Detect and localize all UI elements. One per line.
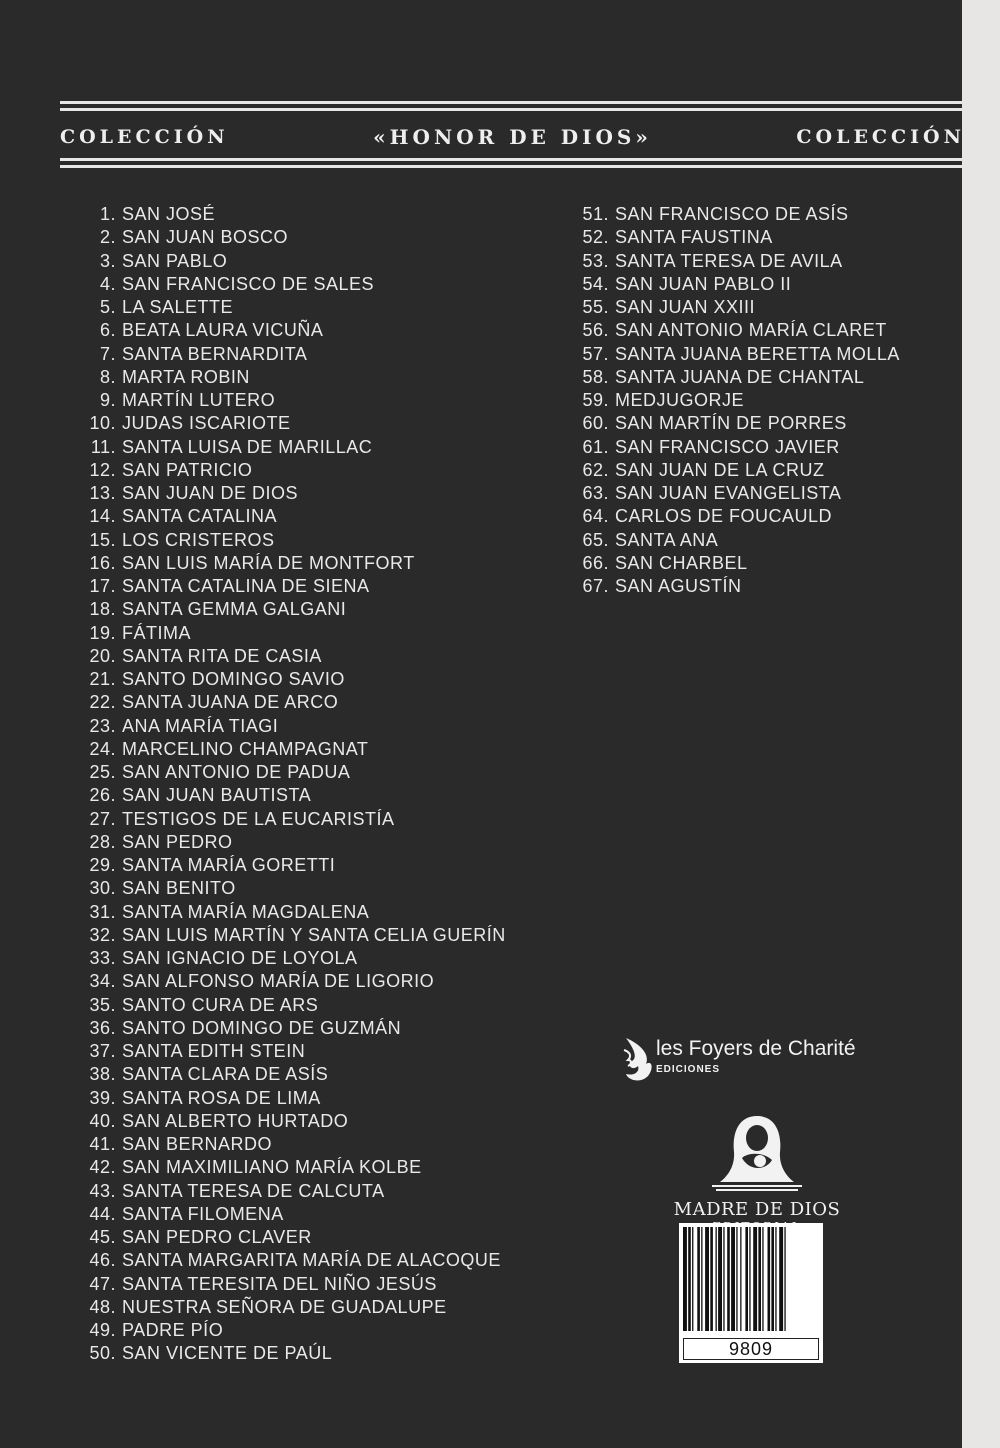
- item-title: JUDAS ISCARIOTE: [122, 413, 291, 434]
- flame-logo-icon: [622, 1036, 656, 1084]
- item-title: SAN CHARBEL: [615, 552, 748, 573]
- list-item: [80, 1273, 506, 1296]
- list-item: [575, 203, 900, 226]
- item-number: 45.: [89, 1227, 116, 1247]
- list-item: [575, 343, 900, 366]
- list-item: [80, 598, 506, 621]
- item-number: 28.: [89, 831, 116, 852]
- item-title: SAN ANTONIO MARÍA CLARET: [615, 320, 887, 341]
- item-title: SANTA FILOMENA: [122, 1203, 284, 1224]
- item-number: 38.: [89, 1064, 116, 1085]
- item-number: 54.: [582, 273, 609, 294]
- madre-de-dios-logo: [662, 1112, 852, 1234]
- list-item: [575, 319, 900, 342]
- item-title: SAN AGUSTÍN: [615, 576, 742, 596]
- item-title: LA SALETTE: [122, 297, 234, 317]
- item-number: 21.: [89, 669, 116, 689]
- item-number: 50.: [89, 1343, 116, 1364]
- list-item: [80, 1017, 506, 1040]
- item-number: 15.: [89, 529, 116, 550]
- item-number: 25.: [89, 762, 116, 782]
- item-title: SAN ALFONSO MARÍA DE LIGORIO: [122, 971, 435, 992]
- list-item: [80, 1087, 506, 1110]
- list-item: [80, 1040, 506, 1063]
- collection-header: [60, 121, 965, 153]
- item-title: MARTÍN LUTERO: [122, 390, 276, 410]
- list-item: [80, 622, 506, 645]
- item-number: 46.: [89, 1250, 116, 1271]
- item-title: SANTA RITA DE CASIA: [122, 645, 322, 666]
- list-item: [80, 877, 506, 900]
- list-item: [575, 436, 900, 459]
- list-item: [80, 831, 506, 854]
- item-number: 51.: [582, 204, 609, 224]
- item-number: 2.: [99, 227, 116, 248]
- title-list-right: [575, 203, 900, 598]
- item-number: 3.: [99, 250, 116, 271]
- list-item: [80, 389, 506, 412]
- list-item: [80, 901, 506, 924]
- list-item: [80, 436, 506, 459]
- item-title: SANTA TERESITA DEL NIÑO JESÚS: [122, 1273, 437, 1294]
- item-title: SANTA EDITH STEIN: [122, 1041, 306, 1061]
- item-title: TESTIGOS DE LA EUCARISTÍA: [122, 808, 395, 829]
- item-title: SAN PABLO: [122, 250, 228, 271]
- item-number: 55.: [582, 297, 609, 317]
- list-item: [80, 529, 506, 552]
- list-item: [80, 738, 506, 761]
- item-number: 19.: [89, 622, 116, 643]
- list-item: [80, 1203, 506, 1226]
- item-title: SANTA TERESA DE CALCUTA: [122, 1180, 385, 1201]
- item-title: SAN JUAN DE DIOS: [122, 483, 299, 503]
- list-item: [80, 226, 506, 249]
- item-title: SAN JUAN PABLO II: [615, 273, 792, 294]
- list-item: [80, 1296, 506, 1319]
- item-title: PADRE PÍO: [122, 1320, 224, 1340]
- list-item: [80, 924, 506, 947]
- item-number: 58.: [582, 366, 609, 387]
- item-number: 17.: [89, 576, 116, 596]
- item-number: 59.: [582, 390, 609, 410]
- item-title: SAN PEDRO CLAVER: [122, 1227, 312, 1247]
- item-number: 30.: [89, 878, 116, 899]
- item-title: SAN FRANCISCO DE ASÍS: [615, 204, 849, 224]
- madonna-logo-icon: [702, 1112, 812, 1192]
- item-number: 47.: [89, 1273, 116, 1294]
- item-title: SANTA JUANA DE ARCO: [122, 692, 339, 713]
- list-item: [80, 203, 506, 226]
- item-number: 5.: [99, 297, 116, 317]
- list-item: [80, 668, 506, 691]
- list-item: [575, 552, 900, 575]
- list-item: [80, 250, 506, 273]
- item-number: 7.: [99, 343, 116, 364]
- item-number: 34.: [89, 971, 116, 992]
- list-item: [80, 343, 506, 366]
- item-number: 23.: [89, 715, 116, 736]
- list-item: [80, 691, 506, 714]
- item-number: 39.: [89, 1087, 116, 1108]
- item-number: 27.: [89, 808, 116, 829]
- item-number: 62.: [582, 459, 609, 480]
- item-number: 67.: [582, 576, 609, 596]
- item-number: 20.: [89, 645, 116, 666]
- item-title: SANTA LUISA DE MARILLAC: [122, 436, 373, 457]
- item-title: SAN LUIS MARTÍN Y SANTA CELIA GUERÍN: [122, 924, 506, 945]
- item-title: MEDJUGORJE: [615, 390, 745, 410]
- item-number: 14.: [89, 506, 116, 527]
- item-title: SANTA MARÍA MAGDALENA: [122, 901, 370, 922]
- item-number: 60.: [582, 413, 609, 434]
- list-item: [80, 1342, 506, 1365]
- list-item: [575, 459, 900, 482]
- item-title: SANTA GEMMA GALGANI: [122, 599, 347, 620]
- list-item: [575, 412, 900, 435]
- item-number: 40.: [89, 1110, 116, 1131]
- item-number: 57.: [582, 343, 609, 364]
- item-number: 9.: [99, 390, 116, 410]
- item-number: 37.: [89, 1041, 116, 1061]
- item-title: SAN IGNACIO DE LOYOLA: [122, 948, 358, 968]
- item-title: SAN JUAN BOSCO: [122, 227, 289, 248]
- list-item: [575, 529, 900, 552]
- item-title: SANTA BERNARDITA: [122, 343, 308, 364]
- item-number: 42.: [89, 1157, 116, 1178]
- list-item: [80, 854, 506, 877]
- item-number: 12.: [89, 459, 116, 480]
- barcode-number: 9809: [683, 1338, 819, 1360]
- list-item: [80, 273, 506, 296]
- item-title: SANTO DOMINGO DE GUZMÁN: [122, 1017, 402, 1038]
- list-item: [575, 296, 900, 319]
- list-item: [80, 1063, 506, 1086]
- item-title: SANTO CURA DE ARS: [122, 994, 319, 1015]
- item-title: SANTO DOMINGO SAVIO: [122, 669, 345, 689]
- item-number: 26.: [89, 785, 116, 806]
- item-number: 10.: [89, 413, 116, 434]
- item-title: SANTA MARÍA GORETTI: [122, 855, 336, 875]
- item-title: SANTA CLARA DE ASÍS: [122, 1064, 329, 1085]
- item-title: SAN BERNARDO: [122, 1134, 273, 1154]
- item-number: 66.: [582, 552, 609, 573]
- item-title: SAN JUAN EVANGELISTA: [615, 483, 842, 503]
- item-title: SANTA CATALINA: [122, 506, 278, 527]
- item-number: 44.: [89, 1203, 116, 1224]
- item-number: 53.: [582, 250, 609, 271]
- item-number: 65.: [582, 529, 609, 550]
- list-item: [80, 1110, 506, 1133]
- item-number: 36.: [89, 1017, 116, 1038]
- list-item: [80, 645, 506, 668]
- bottom-rule: [60, 165, 965, 168]
- list-item: [80, 1249, 506, 1272]
- list-item: [80, 994, 506, 1017]
- list-item: [575, 505, 900, 528]
- item-number: 1.: [99, 204, 116, 224]
- item-number: 24.: [89, 738, 116, 759]
- item-title: SAN ANTONIO DE PADUA: [122, 762, 351, 782]
- item-title: SANTA ROSA DE LIMA: [122, 1087, 321, 1108]
- item-number: 29.: [89, 855, 116, 875]
- item-number: 32.: [89, 924, 116, 945]
- item-title: SAN JUAN BAUTISTA: [122, 785, 312, 806]
- item-number: 43.: [89, 1180, 116, 1201]
- item-title: SAN PATRICIO: [122, 459, 253, 480]
- item-number: 6.: [99, 320, 116, 341]
- top-rule: [60, 101, 965, 104]
- item-number: 61.: [582, 436, 609, 457]
- item-number: 49.: [89, 1320, 116, 1340]
- item-title: SAN FRANCISCO JAVIER: [615, 436, 840, 457]
- list-item: [80, 761, 506, 784]
- item-title: LOS CRISTEROS: [122, 529, 275, 550]
- header-right: COLECCIÓN: [796, 126, 965, 148]
- list-item: [80, 505, 506, 528]
- item-number: 56.: [582, 320, 609, 341]
- item-number: 63.: [582, 483, 609, 503]
- list-item: [80, 296, 506, 319]
- list-item: [80, 412, 506, 435]
- item-title: SAN ALBERTO HURTADO: [122, 1110, 349, 1131]
- item-title: SAN VICENTE DE PAÚL: [122, 1343, 333, 1364]
- item-number: 22.: [89, 692, 116, 713]
- item-title: SAN MARTÍN DE PORRES: [615, 413, 847, 434]
- list-item: [575, 389, 900, 412]
- list-item: [80, 459, 506, 482]
- item-title: SAN JUAN XXIII: [615, 297, 756, 317]
- item-title: SAN JOSÉ: [122, 204, 216, 224]
- top-rule-inner: [60, 108, 965, 111]
- foyers-sub: EDICIONES: [656, 1064, 721, 1075]
- item-title: SAN MAXIMILIANO MARÍA KOLBE: [122, 1157, 422, 1178]
- item-title: MARCELINO CHAMPAGNAT: [122, 738, 369, 759]
- list-item: [575, 366, 900, 389]
- list-item: [80, 1133, 506, 1156]
- item-title: SANTA MARGARITA MARÍA DE ALACOQUE: [122, 1250, 501, 1271]
- item-number: 33.: [89, 948, 116, 968]
- title-list-left: [80, 203, 506, 1366]
- list-item: [80, 970, 506, 993]
- list-item: [80, 1226, 506, 1249]
- list-item: [80, 552, 506, 575]
- item-number: 18.: [89, 599, 116, 620]
- item-number: 52.: [582, 227, 609, 248]
- item-title: SAN BENITO: [122, 878, 236, 899]
- list-item: [575, 226, 900, 249]
- item-number: 11.: [90, 436, 116, 457]
- bottom-rule-inner: [60, 158, 965, 161]
- item-title: SANTA ANA: [615, 529, 719, 550]
- item-title: SAN PEDRO: [122, 831, 233, 852]
- item-title: SANTA FAUSTINA: [615, 227, 773, 248]
- list-item: [80, 366, 506, 389]
- header-collection-title: «HONOR DE DIOS»: [373, 125, 652, 149]
- item-number: 4.: [99, 273, 116, 294]
- item-title: SAN JUAN DE LA CRUZ: [615, 459, 825, 480]
- list-item: [80, 715, 506, 738]
- item-number: 35.: [89, 994, 116, 1015]
- list-item: [80, 947, 506, 970]
- list-item: [80, 575, 506, 598]
- madre-name: MADRE DE DIOS: [673, 1199, 841, 1220]
- item-number: 48.: [89, 1296, 116, 1317]
- barcode-bars: [679, 1223, 823, 1335]
- list-item: [575, 250, 900, 273]
- barcode: [679, 1223, 823, 1363]
- item-number: 41.: [89, 1134, 116, 1154]
- list-item: [80, 1156, 506, 1179]
- foyers-name: les Foyers de Charité: [656, 1037, 856, 1060]
- item-number: 16.: [89, 552, 116, 573]
- list-item: [80, 784, 506, 807]
- list-item: [575, 575, 900, 598]
- item-title: MARTA ROBIN: [122, 366, 250, 387]
- list-item: [575, 482, 900, 505]
- header-left: COLECCIÓN: [60, 126, 229, 148]
- item-title: NUESTRA SEÑORA DE GUADALUPE: [122, 1296, 447, 1317]
- item-title: SANTA CATALINA DE SIENA: [122, 576, 370, 596]
- item-title: SANTA JUANA DE CHANTAL: [615, 366, 865, 387]
- list-item: [80, 1180, 506, 1203]
- item-title: CARLOS DE FOUCAULD: [615, 506, 833, 527]
- item-title: ANA MARÍA TIAGI: [122, 715, 279, 736]
- item-number: 31.: [89, 901, 116, 922]
- list-item: [575, 273, 900, 296]
- item-title: SANTA JUANA BERETTA MOLLA: [615, 343, 900, 364]
- item-title: BEATA LAURA VICUÑA: [122, 320, 324, 341]
- list-item: [80, 482, 506, 505]
- item-number: 13.: [89, 483, 116, 503]
- item-title: SANTA TERESA DE AVILA: [615, 250, 843, 271]
- item-title: SAN LUIS MARÍA DE MONTFORT: [122, 552, 415, 573]
- item-number: 64.: [582, 506, 609, 527]
- list-item: [80, 1319, 506, 1342]
- list-item: [80, 808, 506, 831]
- item-number: 8.: [99, 366, 116, 387]
- item-title: FÁTIMA: [122, 622, 191, 643]
- foyers-logo: [622, 1036, 856, 1084]
- item-title: SAN FRANCISCO DE SALES: [122, 273, 375, 294]
- list-item: [80, 319, 506, 342]
